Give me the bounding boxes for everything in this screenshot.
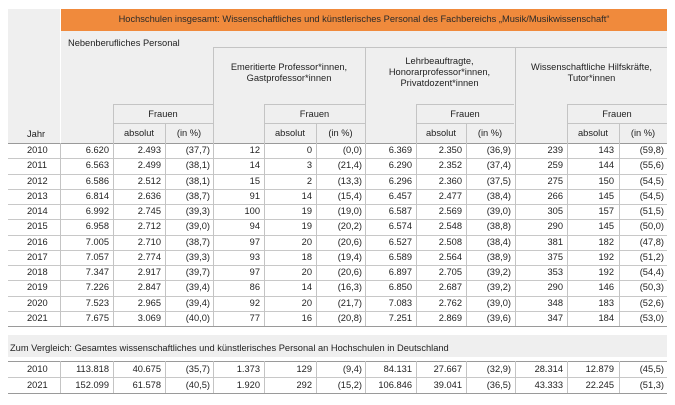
row-divider [8,250,667,251]
value-cell: 77 [249,312,260,323]
value-cell: 305 [547,206,563,216]
value-cell: 0 [306,145,312,155]
value-cell: 3.069 [137,312,161,323]
year-cell: 2010 [27,145,48,155]
value-cell: (21,7) [337,297,362,308]
value-cell: 6.586 [85,175,109,186]
value-cell: 2.636 [137,190,161,201]
value-cell: 239 [547,145,563,155]
value-cell: 16 [301,312,312,323]
value-cell: 18 [301,251,312,262]
jahr-header: Jahr [27,129,46,139]
row-divider [8,361,667,362]
row-divider [8,377,667,378]
value-cell: 1.373 [236,364,260,374]
column-divider [619,361,620,393]
row-divider [8,311,667,312]
value-cell: 2 [306,175,312,186]
value-cell: 19 [301,221,312,232]
value-cell: 7.251 [388,312,412,323]
value-cell: 39.041 [433,380,462,390]
value-cell: (39,3) [185,206,210,216]
value-cell: 2.350 [438,145,462,155]
value-cell: 347 [547,312,563,323]
value-cell: (35,7) [185,364,210,374]
value-cell: 152.099 [75,380,109,390]
year-cell: 2011 [27,160,47,171]
value-cell: 28.314 [534,364,563,374]
row-divider [8,204,667,205]
value-cell: 183 [598,297,614,308]
value-cell: (39,2) [486,282,511,293]
column-divider [365,361,366,393]
value-cell: 92 [249,297,260,308]
value-cell: (36,9) [486,145,511,155]
year-cell: 2014 [27,206,48,216]
value-cell: 12 [249,145,260,155]
row-divider [8,280,667,281]
value-cell: 2.712 [137,221,161,232]
value-cell: 2.512 [137,175,161,186]
value-cell: 6.589 [388,251,412,262]
row-divider [8,235,667,236]
column-divider [165,143,166,326]
column-divider [515,361,516,393]
value-cell: 348 [547,297,563,308]
value-cell: (59,8) [639,145,664,155]
value-cell: 353 [547,267,563,277]
value-cell: 2.569 [438,206,462,216]
year-cell: 2021 [27,312,48,323]
group2-header: Emeritierte Professor*innen, Gastprofessor*innen [230,62,348,83]
value-cell: (37,5) [486,175,511,186]
value-cell: 2.499 [137,160,161,171]
value-cell: 43.333 [534,380,563,390]
value-cell: (19,0) [337,206,362,216]
row-divider [8,265,667,266]
value-cell: 97 [249,267,260,277]
value-cell: (36,5) [486,380,511,390]
value-cell: (9,4) [342,364,362,374]
value-cell: (39,2) [486,267,511,277]
value-cell: (38,4) [486,190,511,201]
frauen-label-4: Frauen [602,109,632,119]
value-cell: 129 [296,364,312,374]
value-cell: 157 [598,206,614,216]
column-divider [466,361,467,393]
value-cell: 2.477 [438,190,462,201]
value-cell: 2.869 [438,312,462,323]
value-cell: (39,6) [486,312,511,323]
value-cell: 6.574 [388,221,412,232]
value-cell: (51,5) [639,206,664,216]
value-cell: 375 [547,251,563,262]
value-cell: 6.457 [388,190,412,201]
group1-header: Nebenberufliches Personal [68,38,180,48]
row-divider [8,296,667,297]
year-cell: 2021 [27,380,48,390]
value-cell: 6.850 [388,282,412,293]
row-divider [8,189,667,190]
value-cell: 2.360 [438,175,462,186]
group4-header: Wissenschaftliche Hilfskräfte, Tutor*innen [531,62,652,83]
value-cell: 2.352 [438,160,462,171]
column-divider [165,361,166,393]
value-cell: 113.818 [76,364,109,374]
jahr-header-bg [8,9,60,143]
value-cell: 6.563 [85,160,109,171]
value-cell: 2.493 [137,145,161,155]
year-cell: 2018 [27,267,48,277]
value-cell: (39,4) [185,297,210,308]
value-cell: 381 [547,236,563,247]
row-divider [8,143,667,144]
value-cell: 12.879 [585,364,614,374]
frauen-label-2: Frauen [299,109,330,119]
value-cell: (38,4) [486,236,511,247]
value-cell: (38,1) [185,160,210,171]
column-divider [60,143,61,326]
absolut-label-2: absolut [275,128,305,138]
value-cell: 192 [598,267,614,277]
value-cell: 6.290 [388,160,412,171]
value-cell: (39,0) [486,297,511,308]
value-cell: (40,5) [185,380,210,390]
value-cell: (51,2) [639,251,664,262]
value-cell: 275 [547,175,563,186]
value-cell: 7.226 [85,282,109,293]
value-cell: (52,6) [639,297,664,308]
column-divider [365,143,366,326]
row-divider [8,393,667,394]
value-cell: (37,4) [486,160,511,171]
value-cell: 2.847 [137,282,161,293]
absolut-label-3: absolut [426,128,456,138]
value-cell: (38,9) [486,251,511,262]
value-cell: 290 [547,282,563,293]
value-cell: (45,5) [639,364,664,374]
value-cell: 106.846 [378,380,412,390]
value-cell: 145 [598,190,614,201]
value-cell: (20,2) [337,221,362,232]
value-cell: (20,6) [337,267,362,277]
value-cell: 19 [301,206,312,216]
row-divider [8,326,667,327]
value-cell: 2.762 [438,297,462,308]
frauen-label-1: Frauen [148,109,178,119]
value-cell: 6.620 [85,145,109,155]
value-cell: 93 [249,251,260,262]
value-cell: 22.245 [585,380,614,390]
value-cell: 2.508 [438,236,462,247]
value-cell: 145 [598,221,614,232]
percent-label-3: (in %) [477,128,503,138]
value-cell: 20 [301,236,312,247]
value-cell: (20,6) [337,236,362,247]
value-cell: 20 [301,267,312,277]
value-cell: 7.057 [85,251,109,262]
column-divider [60,361,61,393]
row-divider [8,158,667,159]
value-cell: (39,4) [185,282,210,293]
value-cell: 6.992 [85,206,109,216]
value-cell: (37,7) [185,145,210,155]
value-cell: (39,0) [185,221,210,232]
value-cell: (40,0) [185,312,210,323]
value-cell: 2.917 [137,267,161,277]
value-cell: 2.965 [137,297,161,308]
value-cell: (38,7) [185,236,210,247]
value-cell: 6.296 [388,175,412,186]
value-cell: 290 [547,221,563,232]
row-divider [8,174,667,175]
column-divider [466,143,467,326]
column-divider [316,361,317,393]
value-cell: (39,0) [486,206,511,216]
value-cell: 6.527 [388,236,412,247]
value-cell: 27.667 [433,364,462,374]
value-cell: (15,2) [337,380,362,390]
value-cell: 6.369 [388,145,412,155]
value-cell: 259 [547,160,563,171]
value-cell: 6.814 [85,190,109,201]
column-divider [264,143,265,326]
column-divider [515,143,516,326]
year-cell: 2010 [27,364,48,374]
column-divider [264,361,265,393]
value-cell: (13,3) [337,175,362,186]
year-cell: 2016 [27,236,48,247]
absolut-label-1: absolut [124,128,154,138]
value-cell: (21,4) [337,160,362,171]
value-cell: 6.958 [85,221,109,232]
frauen-label-3: Frauen [450,109,480,119]
value-cell: 2.564 [438,251,462,262]
value-cell: 2.548 [438,221,462,232]
value-cell: (38,7) [185,190,210,201]
value-cell: 97 [249,236,260,247]
year-cell: 2019 [27,282,48,293]
value-cell: 86 [249,282,260,293]
value-cell: 84.131 [383,364,412,374]
value-cell: (39,7) [185,267,210,277]
value-cell: (38,1) [185,175,210,186]
value-cell: (19,4) [337,251,362,262]
value-cell: 184 [598,312,614,323]
value-cell: 7.005 [85,236,109,247]
value-cell: 61.578 [132,380,161,390]
value-cell: (20,8) [337,312,362,323]
value-cell: (39,3) [185,251,210,262]
value-cell: 182 [598,236,614,247]
value-cell: (50,3) [639,282,664,293]
value-cell: 14 [301,190,312,201]
column-divider [316,143,317,326]
group3-header: Lehrbeauftragte, Honorarprofessor*innen, Privatdozent*innen [388,56,491,88]
column-divider [113,361,114,393]
column-divider [113,143,114,326]
value-cell: (15,4) [337,190,362,201]
absolut-label-4: absolut [578,128,608,138]
value-cell: (38,8) [486,221,511,232]
value-cell: 1.920 [236,380,260,390]
value-cell: 15 [249,175,260,186]
value-cell: 192 [598,251,614,262]
column-divider [567,143,568,326]
value-cell: 144 [598,160,614,171]
value-cell: 7.347 [85,267,109,277]
value-cell: 143 [598,145,614,155]
value-cell: 150 [598,175,614,186]
value-cell: 292 [296,380,312,390]
value-cell: (54,5) [639,190,664,201]
value-cell: (47,8) [639,236,664,247]
column-divider [213,143,214,326]
column-divider [416,361,417,393]
year-cell: 2017 [27,251,48,262]
year-cell: 2020 [27,297,48,308]
value-cell: (54,5) [639,175,664,186]
value-cell: (32,9) [486,364,511,374]
value-cell: 91 [249,190,260,201]
comparison-title: Zum Vergleich: Gesamtes wissenschaftliches und künstlerisches Personal an Hochschulen in Deutschland [10,343,449,353]
percent-label-4: (in %) [630,128,656,138]
value-cell: 14 [301,282,312,293]
value-cell: 6.587 [388,206,412,216]
value-cell: 266 [547,190,563,201]
value-cell: 40.675 [132,364,161,374]
row-divider [8,219,667,220]
value-cell: 2.705 [438,267,462,277]
value-cell: 20 [301,297,312,308]
value-cell: (54,4) [639,267,664,277]
value-cell: 146 [598,282,614,293]
column-divider [619,143,620,326]
value-cell: (53,0) [639,312,664,323]
year-cell: 2015 [27,221,48,232]
value-cell: (51,3) [639,380,664,390]
value-cell: 100 [244,206,260,216]
year-cell: 2013 [27,190,48,201]
value-cell: 2.710 [137,236,161,247]
value-cell: (55,6) [639,160,664,171]
value-cell: 94 [249,221,260,232]
percent-label-1: (in %) [176,128,202,138]
column-divider [567,361,568,393]
value-cell: (50,0) [639,221,664,232]
year-cell: 2012 [27,175,48,186]
value-cell: 7.675 [85,312,109,323]
value-cell: 6.897 [388,267,412,277]
column-divider [213,361,214,393]
value-cell: 7.523 [85,297,109,308]
column-divider [416,143,417,326]
value-cell: 2.745 [137,206,161,216]
table-title: Hochschulen insgesamt: Wissenschaftliches und künstlerisches Personal des Fachbereichs „Musik/Musikwissenschaft“ [118,14,610,24]
value-cell: 7.083 [388,297,412,308]
value-cell: 14 [249,160,260,171]
value-cell: 2.687 [438,282,462,293]
value-cell: 2.774 [137,251,161,262]
percent-label-2: (in %) [328,128,353,138]
value-cell: 3 [306,160,312,171]
value-cell: (16,3) [337,282,362,293]
value-cell: (0,0) [342,145,362,155]
